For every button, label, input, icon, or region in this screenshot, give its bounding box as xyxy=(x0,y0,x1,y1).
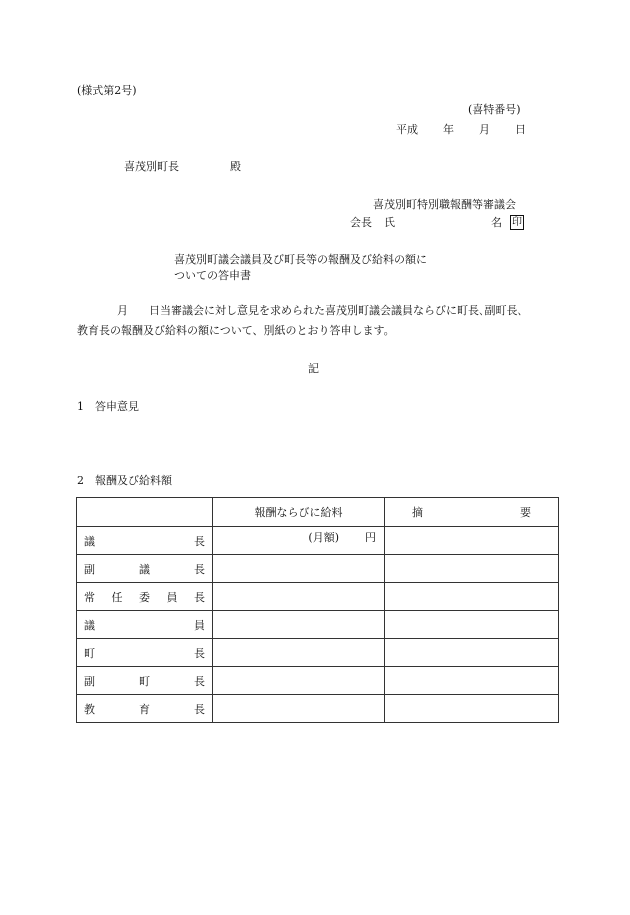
remarks-cell xyxy=(385,695,559,723)
position-char: 長 xyxy=(194,534,205,548)
table-row xyxy=(77,611,559,639)
pay-cell xyxy=(213,639,385,667)
position-char: 員 xyxy=(194,618,205,632)
table-row xyxy=(77,667,559,695)
position-char: 町 xyxy=(84,646,95,660)
pay-cell xyxy=(213,555,385,583)
position-label xyxy=(77,561,212,577)
position-char: 議 xyxy=(84,618,95,632)
unit-note xyxy=(213,527,384,545)
addressee-title: 喜茂別町長 xyxy=(124,160,179,173)
remarks-cell xyxy=(385,527,559,555)
position-char: 町 xyxy=(139,674,150,688)
chair-label: 会長 xyxy=(350,216,372,229)
header-cell-pay xyxy=(213,498,385,527)
position-char: 長 xyxy=(194,646,205,660)
section-2-heading: 2 報酬及び給料額 xyxy=(77,474,172,487)
position-char: 長 xyxy=(194,562,205,576)
compensation-table xyxy=(76,497,559,723)
table-row xyxy=(77,555,559,583)
position-char: 教 xyxy=(84,702,95,716)
table-row xyxy=(77,639,559,667)
position-label xyxy=(77,617,212,633)
position-char: 議 xyxy=(139,562,150,576)
pay-cell xyxy=(213,527,385,555)
position-char: 員 xyxy=(166,590,178,604)
table-row xyxy=(77,583,559,611)
date-day: 日 xyxy=(515,123,526,136)
table-row xyxy=(77,527,559,555)
position-cell xyxy=(77,583,213,611)
chair-name-right: 名 xyxy=(491,216,502,229)
date-era: 平成 xyxy=(396,123,418,136)
table-row xyxy=(77,695,559,723)
header-pay-label: 報酬ならびに給料 xyxy=(254,506,343,519)
pay-cell xyxy=(213,695,385,723)
remarks-cell xyxy=(385,639,559,667)
issue-number: (喜特番号) xyxy=(468,103,521,116)
chair-name-left: 氏 xyxy=(384,216,395,229)
position-char: 議 xyxy=(84,534,95,548)
header-cell-remarks xyxy=(385,498,559,527)
position-char: 常 xyxy=(84,590,95,604)
position-char: 長 xyxy=(194,702,205,716)
table-header-row xyxy=(77,498,559,527)
header-remarks-a: 摘 xyxy=(412,506,423,519)
position-char: 任 xyxy=(111,590,123,604)
date-month: 月 xyxy=(479,123,490,136)
section-1-heading: 1 答申意見 xyxy=(77,400,139,413)
subject-line-2: ついての答申書 xyxy=(174,269,251,282)
pay-cell xyxy=(213,611,385,639)
position-label xyxy=(77,673,212,689)
body-line-1: 日当審議会に対し意見を求められた喜茂別町議会議員ならびに町長､副町長､ xyxy=(149,304,523,317)
unit-monthly: (月額) xyxy=(308,531,339,544)
position-cell xyxy=(77,611,213,639)
ki-label: 記 xyxy=(308,362,319,375)
position-char: 育 xyxy=(139,702,150,716)
header-cell-position xyxy=(77,498,213,527)
position-char: 副 xyxy=(84,562,95,576)
position-char: 長 xyxy=(194,674,205,688)
pay-cell xyxy=(213,667,385,695)
position-char: 副 xyxy=(84,674,95,688)
remarks-cell xyxy=(385,611,559,639)
position-cell xyxy=(77,667,213,695)
remarks-cell xyxy=(385,555,559,583)
sender-organization: 喜茂別町特別職報酬等審議会 xyxy=(373,198,516,211)
unit-yen: 円 xyxy=(365,531,376,544)
position-cell xyxy=(77,527,213,555)
position-cell xyxy=(77,695,213,723)
body-month: 月 xyxy=(117,304,128,317)
seal-box: 印 xyxy=(512,217,522,228)
position-cell xyxy=(77,639,213,667)
addressee-honorific: 殿 xyxy=(230,160,241,173)
position-label xyxy=(77,589,212,605)
position-label xyxy=(77,533,212,549)
position-label xyxy=(77,645,212,661)
remarks-cell xyxy=(385,667,559,695)
position-char: 長 xyxy=(194,590,205,604)
body-line-2: 教育長の報酬及び給料の額について、別紙のとおり答申します。 xyxy=(77,324,395,337)
remarks-cell xyxy=(385,583,559,611)
form-number: (様式第2号) xyxy=(77,84,137,97)
position-label xyxy=(77,701,212,717)
position-char: 委 xyxy=(139,590,150,604)
pay-cell xyxy=(213,583,385,611)
header-remarks-b: 要 xyxy=(520,506,531,519)
date-year: 年 xyxy=(443,123,454,136)
subject-line-1: 喜茂別町議会議員及び町長等の報酬及び給料の額に xyxy=(174,253,427,266)
position-cell xyxy=(77,555,213,583)
